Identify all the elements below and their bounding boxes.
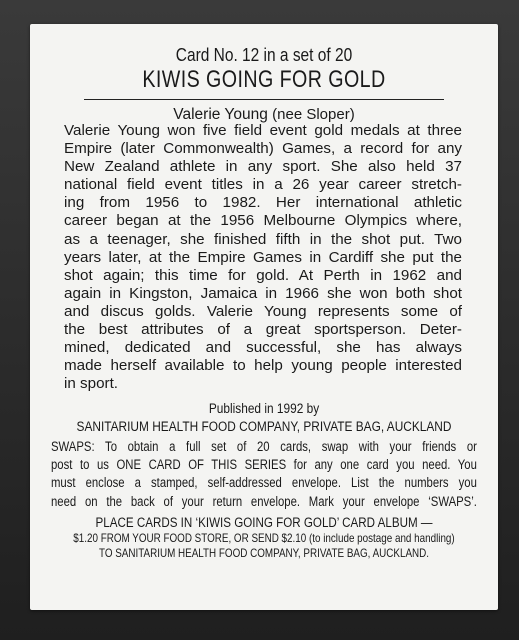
bio-line: and discus golds. Valerie Young represents some of — [64, 302, 462, 320]
album-line: PLACE CARDS IN ‘KIWIS GOING FOR GOLD’ CARD ALBUM — — [95, 515, 433, 530]
bio-line: national field event titles in a 26 year career stretch- — [64, 176, 462, 194]
bio-line: shot again; this time for gold. At Perth in 1962 and — [64, 266, 462, 284]
bio-line: ing from 1956 to 1982. Her international athletic — [64, 194, 462, 212]
published-line: Published in 1992 by — [208, 401, 320, 416]
swaps-line: post to us ONE CARD OF THIS SERIES for any one card you need. You — [51, 457, 477, 473]
trading-card-back — [30, 24, 498, 610]
athlete-nee: (nee Sloper) — [272, 106, 355, 123]
bio-line: as a teenager, she finished fifth in the shot put. Two — [64, 230, 462, 248]
bio-line: Valerie Young won five field event gold medals at three — [64, 122, 462, 139]
bio-line: career began at the 1956 Melbourne Olympics where, — [64, 212, 462, 230]
bio-line: made herself available to help young people interested — [64, 357, 462, 375]
athlete-biography — [64, 122, 462, 393]
bio-line: mined, dedicated and successful, she has always — [64, 339, 462, 357]
bio-line: years later, at the Empire Games in Cardiff she put the — [64, 248, 462, 266]
bio-line: in sport. — [64, 375, 119, 393]
album-price-line: $1.20 FROM YOUR FOOD STORE, OR SEND $2.10 (to include postage and handling) — [73, 532, 455, 545]
card-number-line: Card No. 12 in a set of 20 — [175, 45, 353, 65]
title-divider — [84, 99, 444, 100]
swaps-line: need on the back of your return envelope. Mark your envelope ‘SWAPS’. — [51, 493, 477, 509]
bio-line: the best attributes of a great sportsperson. Deter- — [64, 321, 462, 339]
swaps-line: must enclose a stamped, self-addressed envelope. List the numbers you — [51, 475, 477, 491]
album-address-line: TO SANITARIUM HEALTH FOOD COMPANY, PRIVATE BAG, AUCKLAND. — [98, 547, 430, 560]
bio-line: Empire (later Commonwealth) Games, a record for any — [64, 140, 462, 158]
swaps-line: SWAPS: To obtain a full set of 20 cards, swap with your friends or — [51, 439, 477, 454]
publisher-line: SANITARIUM HEALTH FOOD COMPANY, PRIVATE BAG, AUCKLAND — [76, 419, 452, 434]
bio-line: New Zealand athlete in any sport. She also held 37 — [64, 158, 462, 176]
swaps-instructions — [51, 438, 477, 511]
athlete-name: Valerie Young — [173, 106, 268, 123]
bio-line: again in Kingston, Jamaica in 1966 she won both shot — [64, 284, 462, 302]
series-title: KIWIS GOING FOR GOLD — [142, 66, 386, 93]
